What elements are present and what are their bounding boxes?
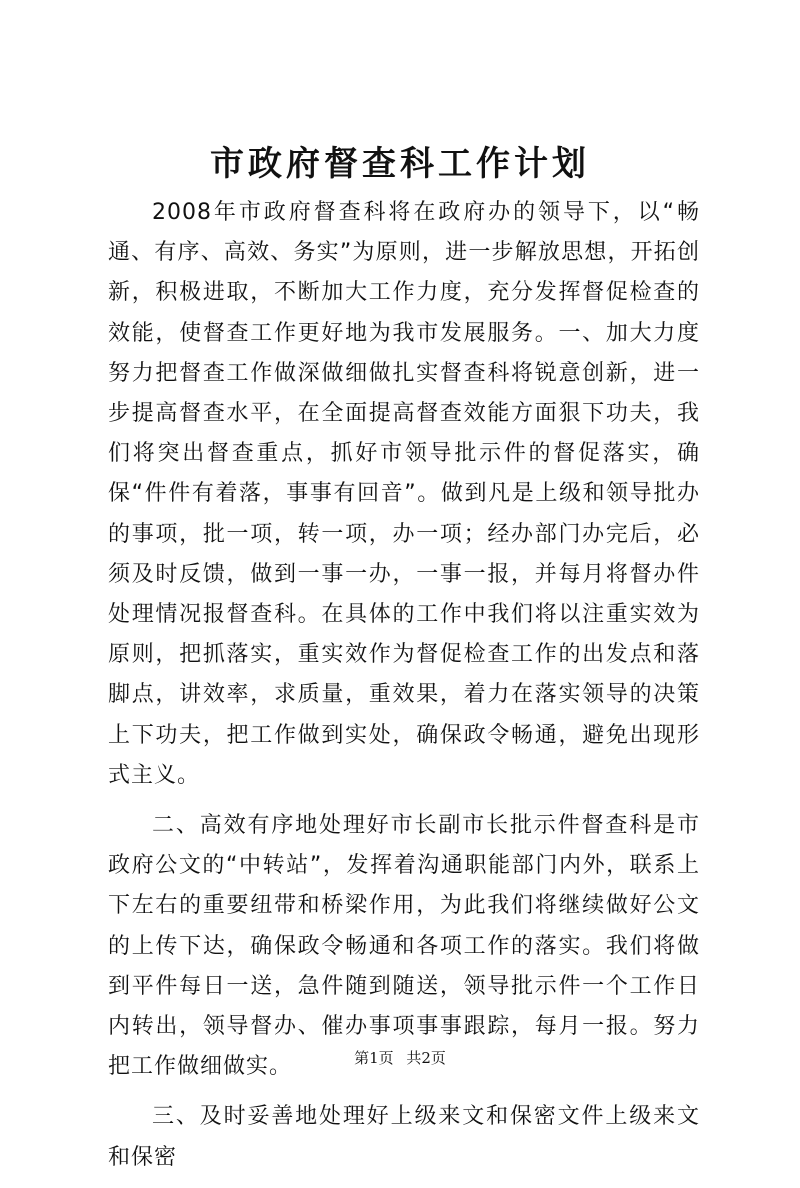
document-body bbox=[108, 193, 700, 1188]
page-footer bbox=[0, 1047, 800, 1068]
page-total: 共2页 bbox=[406, 1049, 446, 1067]
paragraph-2: 二、高效有序地处理好市长副市长批示件督查科是市政府公文的“中转站”，发挥着沟通职能部门内外，联系上下左右的重要纽带和桥梁作用，为此我们将继续做好公文的上传下达，确保政令畅通和各项工作的落实。我们将做到平件每日一送，急件随到随送，领导批示件一个工作日内转出，领导督办、催办事项事事跟踪，每月一报。努力把工作做细做实。 bbox=[108, 813, 700, 1080]
paragraph-1: 2008年市政府督查科将在政府办的领导下，以“畅通、有序、高效、务实”为原则，进一步解放思想，开拓创新，积极进取，不断加大工作力度，充分发挥督促检查的效能，使督查工作更好地为我市发展服务。一、加大力度努力把督查工作做深做细做扎实督查科将锐意创新，进一步提高督查水平，在全面提高督查效能方面狠下功夫，我们将突出督查重点，抓好市领导批示件的督促落实，确保“件件有着落，事事有回音”。做到凡是上级和领导批办的事项，批一项，转一项，办一项；经办部门办完后，必须及时反馈，做到一事一办，一事一报，并每月将督办件处理情况报督查科。在具体的工作中我们将以注重实效为原则，把抓落实，重实效作为督促检查工作的出发点和落脚点，讲效率，求质量，重效果，着力在落实领导的决策上下功夫，把工作做到实处，确保政令畅通，避免出现形式主义。 bbox=[108, 200, 700, 788]
paragraph-3: 三、及时妥善地处理好上级来文和保密文件上级来文和保密 bbox=[108, 1104, 700, 1170]
document-title: 市政府督查科工作计划 bbox=[210, 144, 590, 184]
page-number: 第1页 bbox=[354, 1049, 394, 1067]
